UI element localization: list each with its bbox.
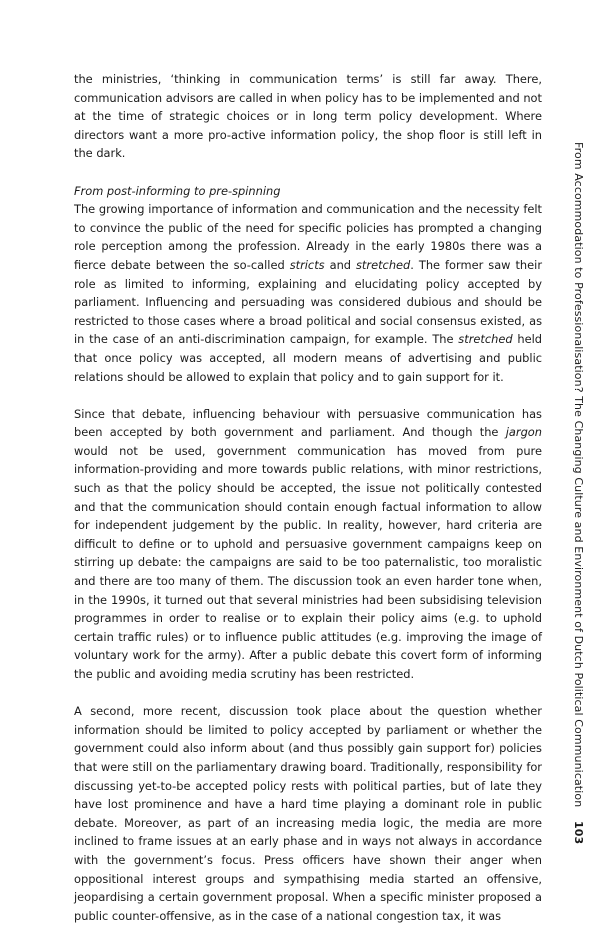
p2-text-c: . The former saw their role as limited to informing, explaining and elucidating policy accepted by parliament. Influencing and persuading was considered dubious and should be restricted to those cases where a broad political and social consensus existed, as in the case of an anti-discrimination campaign, for example. The xyxy=(74,257,543,347)
p2-text-a: The growing importance of information and communication and the necessity felt to convince the public of the need for specific policies has prompted a changing role perception among the profession. Already in the early 1980s there was a fierce debate between the so-called xyxy=(74,202,542,272)
p2-text-d: held that once policy was accepted, all modern means of advertising and public relations should be allowed to explain that policy and to gain support for it. xyxy=(74,332,542,384)
paragraph-4: A second, more recent, discussion took place about the question whether information should be limited to policy accepted by parliament or whether the government could also inform about (and thus possibly gain support for) policies that were still on the parliamentary drawing board. Traditionally, responsibility for discussing yet-to-be accepted policy rests with political parties, but of late they have lost prominence and have a hard time playing a dominant role in public debate. Moreover, as part of an increasing media logic, the media are more inclined to frame issues at an early phase and in ways not always in accordance with the government’s focus. Press officers have shown their anger when oppositional interest groups and sympathising media started an offensive, jeopardising a certain government proposal. When a specific minister proposed a public counter-offensive, as in the case of a national congestion tax, it was xyxy=(74,704,542,923)
paragraph-3 xyxy=(74,405,542,684)
p2-text-b: and xyxy=(324,257,356,272)
paragraph-2 xyxy=(74,200,542,386)
page-body-text xyxy=(74,70,542,925)
section-heading: From post-informing to pre-spinning xyxy=(74,183,281,198)
running-head-title: From Accommodation to Professionalisation? The Changing Culture and Environment of Dutch Political Communication xyxy=(572,142,585,808)
running-head xyxy=(572,142,585,844)
page-number: 103 xyxy=(572,820,585,845)
p3-text-a: Since that debate, influencing behaviour with persuasive communication has been accepted by both government and parliament. And though the xyxy=(74,406,542,440)
p3-text-b: would not be used, government communication has moved from pure information-providing and more towards public relations, with minor restrictions, such as that the policy should be accepted, the issue not politically contested and that the communication should contain enough factual information to allow for independent judgement by the public. In reality, however, hard criteria are difficult to define or to uphold and persuasive government campaigns keep on stirring up debate: the campaigns are said to be too paternalistic, too moralistic and there are too many of them. The discussion took an even harder tone when, in the 1990s, it turned out that several ministries had been subsidising television programmes in order to realise or to explain their policy aims (e.g. to uphold certain traffic rules) or to influence public attitudes (e.g. improving the image of voluntary work for the army). After a public debate this covert form of informing the public and avoiding media scrutiny has been restricted. xyxy=(74,443,542,681)
p3-term-jargon: jargon xyxy=(505,425,542,440)
p2-term-stretched-2: stretched xyxy=(458,332,513,347)
paragraph-1: the ministries, ‘thinking in communication terms’ is still far away. There, communication advisors are called in when policy has to be implemented and not at the time of strategic choices or in long term policy development. Where directors want a more pro-active information policy, the shop floor is still left in the dark. xyxy=(74,72,542,161)
p2-term-stretched: stretched xyxy=(356,257,411,272)
p2-term-stricts: stricts xyxy=(289,257,325,272)
